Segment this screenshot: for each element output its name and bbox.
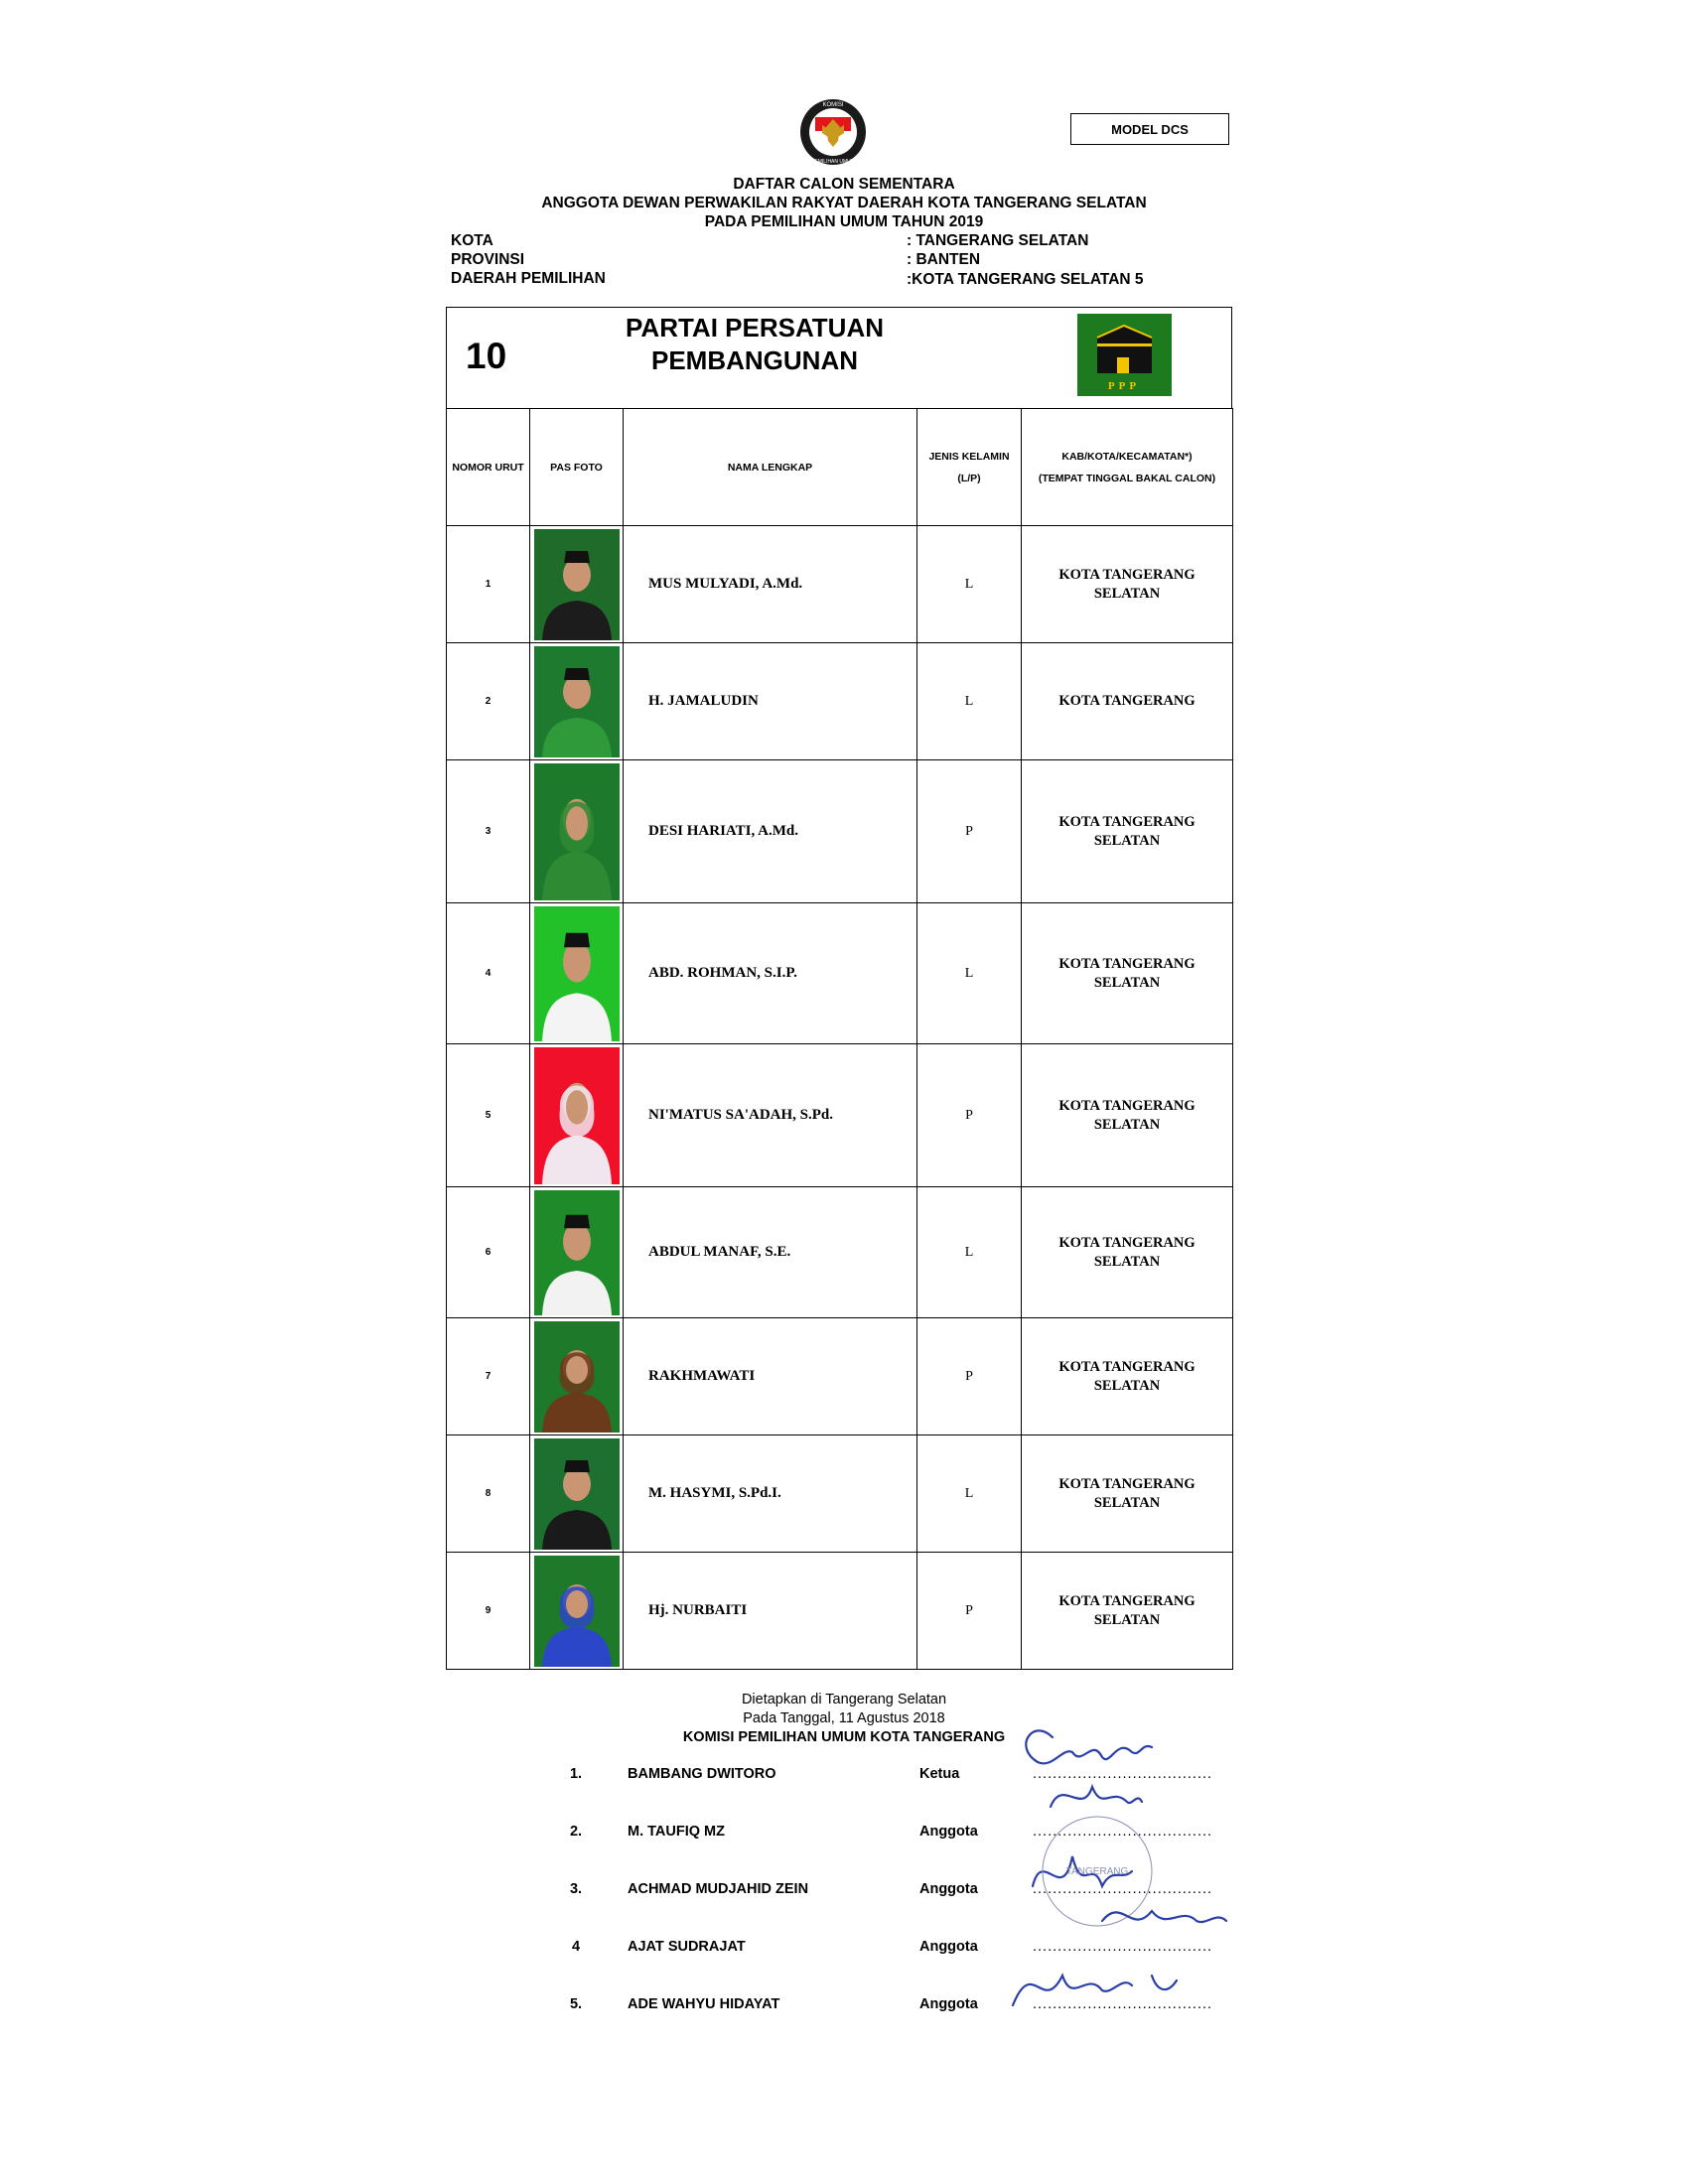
commissioner-name: ACHMAD MUDJAHID ZEIN: [628, 1881, 809, 1897]
addr-line-1: KOTA TANGERANG: [1058, 813, 1196, 830]
table-row: [447, 1553, 1233, 1670]
cell-nama: ABD. ROHMAN, S.I.P.: [624, 903, 917, 1044]
party-name: [606, 312, 904, 377]
cell-nomor: 5: [447, 1044, 530, 1187]
candidate-photo: [534, 1321, 620, 1433]
logo-text-top: KOMISI: [822, 102, 844, 108]
header-jenis-kelamin-line-1: JENIS KELAMIN: [928, 450, 1010, 463]
addr-line-1: KOTA TANGERANG: [1058, 1234, 1196, 1251]
cell-nama: RAKHMAWATI: [624, 1318, 917, 1435]
header-tempat-tinggal: [1022, 409, 1233, 526]
cell-jenis-kelamin: L: [917, 1435, 1022, 1553]
addr-line-1: KOTA TANGERANG: [1058, 1097, 1196, 1114]
commissioner-role: Anggota: [919, 1824, 978, 1840]
cell-nomor: 7: [447, 1318, 530, 1435]
candidate-photo: [534, 529, 620, 640]
meta-value-kota: : TANGERANG SELATAN: [907, 232, 1089, 249]
cell-jenis-kelamin: P: [917, 1044, 1022, 1187]
candidate-photo: [534, 1556, 620, 1667]
cell-tempat-tinggal: [1022, 1435, 1233, 1553]
cell-nama: H. JAMALUDIN: [624, 643, 917, 760]
addr-line-1: KOTA TANGERANG: [1058, 1475, 1196, 1492]
cell-nomor: 1: [447, 526, 530, 643]
commissioner-role: Anggota: [919, 1881, 978, 1897]
table-row: [447, 760, 1233, 903]
ppp-logo-text: PPP: [1107, 380, 1141, 392]
candidate-photo: [534, 906, 620, 1041]
party-number: 10: [466, 336, 507, 376]
cell-photo: [530, 1318, 624, 1435]
header-pas-foto: PAS FOTO: [530, 409, 624, 526]
cell-nama: ABDUL MANAF, S.E.: [624, 1187, 917, 1318]
addr-line-2: SELATAN: [1093, 1611, 1161, 1628]
doc-title-line-2: ANGGOTA DEWAN PERWAKILAN RAKYAT DAERAH KOTA TANGERANG SELATAN: [541, 195, 1147, 211]
table-row: [447, 1187, 1233, 1318]
handwritten-signatures: [993, 1707, 1251, 2035]
footer-institution: KOMISI PEMILIHAN UMUM KOTA TANGERANG: [682, 1729, 1006, 1745]
cell-tempat-tinggal: [1022, 1044, 1233, 1187]
commissioner-no: 4: [571, 1939, 581, 1955]
candidate-photo: [534, 646, 620, 757]
addr-line-2: SELATAN: [1093, 1494, 1161, 1511]
signature-line: ....................................: [1033, 1939, 1213, 1955]
addr-line-2: SELATAN: [1093, 1116, 1161, 1133]
table-row: [447, 1435, 1233, 1553]
meta-value-provinsi: : BANTEN: [907, 251, 981, 268]
cell-jenis-kelamin: L: [917, 903, 1022, 1044]
cell-nomor: 2: [447, 643, 530, 760]
cell-tempat-tinggal: [1022, 643, 1233, 760]
addr-line-1: KOTA TANGERANG: [1058, 693, 1196, 709]
meta-label-kota: KOTA: [451, 232, 493, 249]
cell-photo: [530, 903, 624, 1044]
addr-line-1: KOTA TANGERANG: [1058, 1358, 1196, 1375]
signature-line: ....................................: [1033, 1824, 1213, 1840]
cell-photo: [530, 1435, 624, 1553]
cell-tempat-tinggal: [1022, 526, 1233, 643]
kpu-logo: [798, 97, 868, 167]
addr-line-2: SELATAN: [1093, 832, 1161, 849]
model-dcs-box: MODEL DCS: [1070, 113, 1229, 145]
table-row: [447, 903, 1233, 1044]
cell-tempat-tinggal: [1022, 1318, 1233, 1435]
signature-line: ....................................: [1033, 1996, 1213, 2012]
table-row: [447, 1044, 1233, 1187]
commissioner-no: 5.: [569, 1996, 583, 2012]
cell-jenis-kelamin: L: [917, 1187, 1022, 1318]
addr-line-2: SELATAN: [1093, 1253, 1161, 1270]
doc-title-line-3: PADA PEMILIHAN UMUM TAHUN 2019: [704, 213, 984, 230]
meta-value-dapil: :KOTA TANGERANG SELATAN 5: [907, 271, 1144, 288]
candidate-photo: [534, 1190, 620, 1315]
commissioner-name: M. TAUFIQ MZ: [628, 1824, 725, 1840]
cell-nomor: 3: [447, 760, 530, 903]
table-row: [447, 526, 1233, 643]
commissioner-role: Anggota: [919, 1996, 978, 2012]
cell-nama: DESI HARIATI, A.Md.: [624, 760, 917, 903]
commissioner-role: Ketua: [919, 1766, 960, 1782]
table-row: [447, 643, 1233, 760]
header-jenis-kelamin: [917, 409, 1022, 526]
ppp-logo: [1077, 314, 1172, 396]
stamp-text: TANGERANG: [1065, 1866, 1129, 1877]
addr-line-2: SELATAN: [1093, 974, 1161, 991]
commissioner-no: 1.: [569, 1766, 583, 1782]
candidate-table: [446, 408, 1233, 1670]
party-name-line-2: PEMBANGUNAN: [651, 345, 858, 375]
commissioner-name: ADE WAHYU HIDAYAT: [628, 1996, 780, 2012]
addr-line-1: KOTA TANGERANG: [1058, 955, 1196, 972]
logo-text-bottom: PEMILIHAN UMUM: [811, 159, 855, 165]
cell-nomor: 4: [447, 903, 530, 1044]
addr-line-1: KOTA TANGERANG: [1058, 566, 1196, 583]
party-header: [446, 307, 1232, 409]
header-nama-lengkap: NAMA LENGKAP: [624, 409, 917, 526]
party-name-line-1: PARTAI PERSATUAN: [626, 313, 884, 342]
cell-nama: MUS MULYADI, A.Md.: [624, 526, 917, 643]
cell-photo: [530, 526, 624, 643]
cell-tempat-tinggal: [1022, 760, 1233, 903]
cell-nama: NI'MATUS SA'ADAH, S.Pd.: [624, 1044, 917, 1187]
commissioner-name: BAMBANG DWITORO: [628, 1766, 776, 1782]
commissioner-name: AJAT SUDRAJAT: [628, 1939, 746, 1955]
cell-nomor: 9: [447, 1553, 530, 1670]
cell-jenis-kelamin: P: [917, 1318, 1022, 1435]
footer-date: Pada Tanggal, 11 Agustus 2018: [743, 1710, 945, 1726]
meta-label-dapil: DAERAH PEMILIHAN: [451, 270, 606, 287]
cell-photo: [530, 760, 624, 903]
table-header-row: [447, 409, 1233, 526]
meta-label-provinsi: PROVINSI: [451, 251, 525, 268]
cell-tempat-tinggal: [1022, 903, 1233, 1044]
cell-nama: M. HASYMI, S.Pd.I.: [624, 1435, 917, 1553]
cell-photo: [530, 643, 624, 760]
signature-line: ....................................: [1033, 1766, 1213, 1782]
cell-nomor: 8: [447, 1435, 530, 1553]
signature-line: ....................................: [1033, 1881, 1213, 1897]
addr-line-1: KOTA TANGERANG: [1058, 1592, 1196, 1609]
footer-place: Dietapkan di Tangerang Selatan: [741, 1692, 947, 1707]
cell-photo: [530, 1044, 624, 1187]
doc-title-line-1: DAFTAR CALON SEMENTARA: [733, 176, 955, 193]
commissioner-no: 3.: [569, 1881, 583, 1897]
cell-jenis-kelamin: L: [917, 643, 1022, 760]
candidate-photo: [534, 1438, 620, 1550]
commissioner-role: Anggota: [919, 1939, 978, 1955]
header-nomor-urut: NOMOR URUT: [447, 409, 530, 526]
cell-jenis-kelamin: P: [917, 1553, 1022, 1670]
cell-photo: [530, 1553, 624, 1670]
candidate-photo: [534, 1047, 620, 1184]
cell-nama: Hj. NURBAITI: [624, 1553, 917, 1670]
commissioner-no: 2.: [569, 1824, 583, 1840]
header-tempat-tinggal-line-1: KAB/KOTA/KECAMATAN*): [1061, 450, 1193, 463]
header-tempat-tinggal-line-2: (TEMPAT TINGGAL BAKAL CALON): [1038, 472, 1216, 484]
table-row: [447, 1318, 1233, 1435]
header-jenis-kelamin-line-2: (L/P): [957, 472, 981, 484]
addr-line-2: SELATAN: [1093, 585, 1161, 602]
cell-jenis-kelamin: P: [917, 760, 1022, 903]
addr-line-2: SELATAN: [1093, 1377, 1161, 1394]
cell-tempat-tinggal: [1022, 1187, 1233, 1318]
candidate-photo: [534, 763, 620, 900]
cell-tempat-tinggal: [1022, 1553, 1233, 1670]
cell-jenis-kelamin: L: [917, 526, 1022, 643]
cell-photo: [530, 1187, 624, 1318]
cell-nomor: 6: [447, 1187, 530, 1318]
